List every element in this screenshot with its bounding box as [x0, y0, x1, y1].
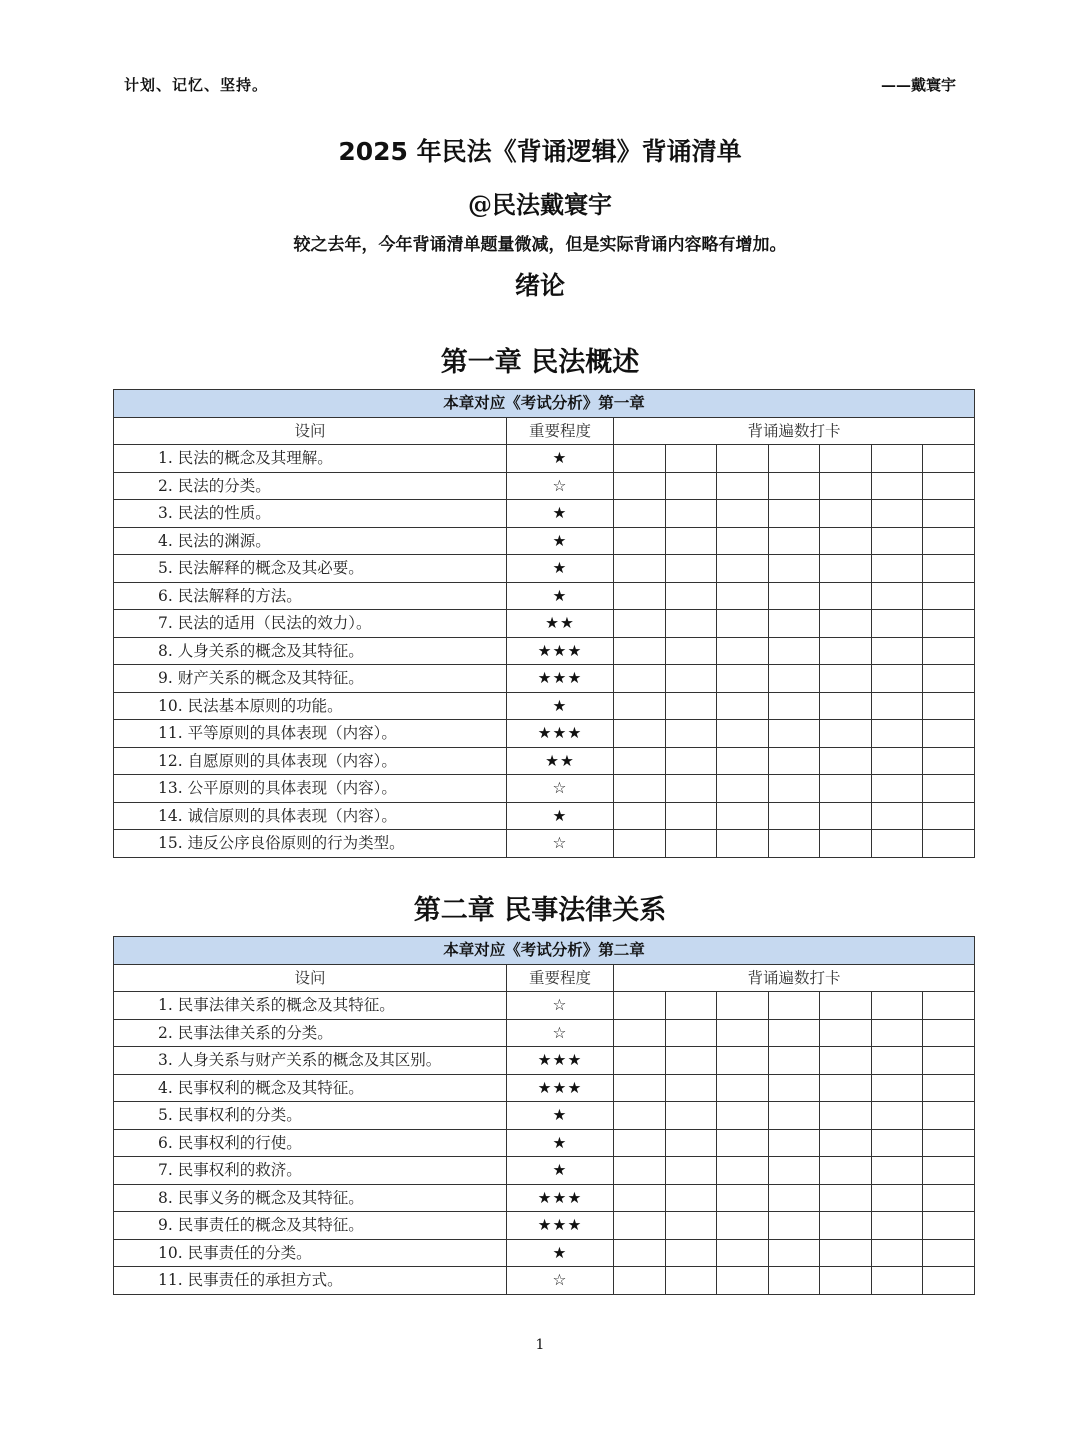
checkin-box[interactable]: [666, 610, 717, 638]
column-header-row: [114, 417, 975, 445]
importance-stars: ★: [507, 1157, 614, 1185]
checkin-box[interactable]: [769, 992, 820, 1020]
question-cell: 4. 民法的渊源。: [114, 527, 507, 555]
checkin-box[interactable]: [923, 1102, 975, 1130]
checkin-box[interactable]: [717, 445, 769, 473]
table-row: [114, 1239, 975, 1267]
checkin-box[interactable]: [820, 500, 872, 528]
importance-stars: ★: [507, 1239, 614, 1267]
checkin-box[interactable]: [666, 830, 717, 858]
checkin-box[interactable]: [614, 1212, 666, 1240]
checkin-box[interactable]: [923, 555, 975, 583]
checkin-box[interactable]: [769, 1267, 820, 1295]
checkin-box[interactable]: [769, 1212, 820, 1240]
checkin-box[interactable]: [614, 720, 666, 748]
checkin-box[interactable]: [717, 1157, 769, 1185]
document-title: 2025 年民法《背诵逻辑》背诵清单: [338, 137, 742, 166]
chapter-2-table: [113, 936, 975, 1295]
table-row: [114, 445, 975, 473]
importance-stars: ☆: [507, 1019, 614, 1047]
checkin-box[interactable]: [614, 500, 666, 528]
checkin-box[interactable]: [872, 775, 923, 803]
checkin-box[interactable]: [614, 1019, 666, 1047]
checkin-box[interactable]: [614, 665, 666, 693]
checkin-box[interactable]: [923, 1239, 975, 1267]
checkin-box[interactable]: [717, 582, 769, 610]
chapter-band-row: [114, 937, 975, 965]
table-row: [114, 1019, 975, 1047]
page-number: 1: [535, 1337, 545, 1353]
checkin-box[interactable]: [717, 692, 769, 720]
checkin-box[interactable]: [717, 1102, 769, 1130]
checkin-box[interactable]: [769, 692, 820, 720]
checkin-box[interactable]: [769, 802, 820, 830]
importance-stars: ★: [507, 1102, 614, 1130]
checkin-box[interactable]: [717, 1047, 769, 1075]
importance-stars: ★: [507, 527, 614, 555]
checkin-box[interactable]: [614, 747, 666, 775]
checkin-box[interactable]: [820, 582, 872, 610]
table-row: [114, 692, 975, 720]
importance-stars: ★: [507, 582, 614, 610]
table-row: [114, 1157, 975, 1185]
checkin-box[interactable]: [872, 1102, 923, 1130]
checkin-box[interactable]: [820, 802, 872, 830]
checkin-box[interactable]: [872, 1019, 923, 1047]
question-cell: 10. 民事责任的分类。: [114, 1239, 507, 1267]
checkin-box[interactable]: [717, 500, 769, 528]
checkin-box[interactable]: [666, 775, 717, 803]
checkin-box[interactable]: [923, 1019, 975, 1047]
checkin-box[interactable]: [820, 692, 872, 720]
table-row: [114, 610, 975, 638]
question-cell: 14. 诚信原则的具体表现（内容）。: [114, 802, 507, 830]
checkin-box[interactable]: [717, 610, 769, 638]
checkin-box[interactable]: [872, 445, 923, 473]
importance-stars: ★★★: [507, 1212, 614, 1240]
table-row: [114, 992, 975, 1020]
checkin-box[interactable]: [769, 1102, 820, 1130]
table-row: [114, 665, 975, 693]
checkin-box[interactable]: [923, 1129, 975, 1157]
checkin-box[interactable]: [717, 1184, 769, 1212]
checkin-box[interactable]: [923, 830, 975, 858]
column-header-importance: 重要程度: [507, 964, 614, 992]
checkin-box[interactable]: [769, 747, 820, 775]
checkin-box[interactable]: [614, 1267, 666, 1295]
checkin-box[interactable]: [717, 747, 769, 775]
question-cell: 4. 民事权利的概念及其特征。: [114, 1074, 507, 1102]
checkin-box[interactable]: [872, 830, 923, 858]
importance-stars: ★: [507, 555, 614, 583]
question-cell: 1. 民事法律关系的概念及其特征。: [114, 992, 507, 1020]
checkin-box[interactable]: [717, 1212, 769, 1240]
checkin-box[interactable]: [614, 582, 666, 610]
checkin-box[interactable]: [666, 582, 717, 610]
checkin-box[interactable]: [769, 445, 820, 473]
checkin-box[interactable]: [872, 1267, 923, 1295]
checkin-box[interactable]: [769, 1157, 820, 1185]
checkin-box[interactable]: [872, 747, 923, 775]
importance-stars: ★: [507, 500, 614, 528]
checkin-box[interactable]: [872, 992, 923, 1020]
table-row: [114, 1184, 975, 1212]
importance-stars: ★★: [507, 610, 614, 638]
checkin-box[interactable]: [614, 1102, 666, 1130]
table-row: [114, 500, 975, 528]
table-row: [114, 720, 975, 748]
checkin-box[interactable]: [923, 1157, 975, 1185]
question-cell: 15. 违反公序良俗原则的行为类型。: [114, 830, 507, 858]
checkin-box[interactable]: [923, 992, 975, 1020]
checkin-box[interactable]: [923, 500, 975, 528]
checkin-box[interactable]: [614, 992, 666, 1020]
checkin-box[interactable]: [666, 1074, 717, 1102]
checkin-box[interactable]: [717, 1074, 769, 1102]
column-header-checkin: 背诵遍数打卡: [614, 964, 975, 992]
checkin-box[interactable]: [820, 665, 872, 693]
checkin-box[interactable]: [923, 802, 975, 830]
checkin-box[interactable]: [666, 992, 717, 1020]
checkin-box[interactable]: [872, 665, 923, 693]
section-title: 绪论: [514, 271, 565, 300]
importance-stars: ★★★: [507, 665, 614, 693]
question-cell: 7. 民事权利的救济。: [114, 1157, 507, 1185]
checkin-box[interactable]: [820, 775, 872, 803]
checkin-box[interactable]: [923, 610, 975, 638]
checkin-box[interactable]: [820, 445, 872, 473]
checkin-box[interactable]: [614, 610, 666, 638]
importance-stars: ★★★: [507, 720, 614, 748]
checkin-box[interactable]: [717, 992, 769, 1020]
checkin-box[interactable]: [769, 1239, 820, 1267]
checkin-box[interactable]: [717, 830, 769, 858]
importance-stars: ★★: [507, 747, 614, 775]
checkin-box[interactable]: [717, 1129, 769, 1157]
checkin-box[interactable]: [666, 747, 717, 775]
checkin-box[interactable]: [614, 1047, 666, 1075]
checkin-box[interactable]: [666, 472, 717, 500]
checkin-box[interactable]: [769, 582, 820, 610]
checkin-box[interactable]: [614, 1184, 666, 1212]
importance-stars: ★: [507, 802, 614, 830]
question-cell: 11. 平等原则的具体表现（内容）。: [114, 720, 507, 748]
checkin-box[interactable]: [872, 500, 923, 528]
checkin-box[interactable]: [769, 472, 820, 500]
checkin-box[interactable]: [872, 527, 923, 555]
checkin-box[interactable]: [666, 445, 717, 473]
checkin-box[interactable]: [769, 1184, 820, 1212]
checkin-box[interactable]: [666, 692, 717, 720]
importance-stars: ☆: [507, 830, 614, 858]
question-cell: 10. 民法基本原则的功能。: [114, 692, 507, 720]
table-row: [114, 1102, 975, 1130]
checkin-box[interactable]: [923, 582, 975, 610]
table-row: [114, 555, 975, 583]
column-header-checkin: 背诵遍数打卡: [614, 417, 975, 445]
checkin-box[interactable]: [872, 1212, 923, 1240]
checkin-box[interactable]: [872, 1184, 923, 1212]
checkin-box[interactable]: [872, 610, 923, 638]
column-header-row: [114, 964, 975, 992]
checkin-box[interactable]: [717, 802, 769, 830]
checkin-box[interactable]: [614, 637, 666, 665]
chapter-2-title: 第二章 民事法律关系: [413, 895, 667, 926]
importance-stars: ★★★: [507, 1074, 614, 1102]
table-row: [114, 1212, 975, 1240]
importance-stars: ☆: [507, 1267, 614, 1295]
checkin-box[interactable]: [923, 1212, 975, 1240]
checkin-box[interactable]: [923, 527, 975, 555]
checkin-box[interactable]: [666, 1267, 717, 1295]
question-cell: 2. 民法的分类。: [114, 472, 507, 500]
checkin-box[interactable]: [769, 527, 820, 555]
checkin-box[interactable]: [717, 1019, 769, 1047]
checkin-box[interactable]: [614, 775, 666, 803]
checkin-box[interactable]: [614, 1129, 666, 1157]
checkin-box[interactable]: [666, 637, 717, 665]
checkin-box[interactable]: [666, 1019, 717, 1047]
checkin-box[interactable]: [666, 1212, 717, 1240]
chapter-reference-band: 本章对应《考试分析》第二章: [114, 937, 975, 965]
importance-stars: ★: [507, 692, 614, 720]
importance-stars: ☆: [507, 992, 614, 1020]
checkin-box[interactable]: [820, 472, 872, 500]
checkin-box[interactable]: [769, 610, 820, 638]
checkin-box[interactable]: [923, 1047, 975, 1075]
checkin-box[interactable]: [717, 720, 769, 748]
checkin-box[interactable]: [717, 1267, 769, 1295]
checkin-box[interactable]: [614, 802, 666, 830]
table-row: [114, 472, 975, 500]
table-row: [114, 775, 975, 803]
checkin-box[interactable]: [872, 802, 923, 830]
checkin-box[interactable]: [717, 472, 769, 500]
checkin-box[interactable]: [666, 1157, 717, 1185]
checkin-box[interactable]: [769, 555, 820, 583]
question-cell: 2. 民事法律关系的分类。: [114, 1019, 507, 1047]
checkin-box[interactable]: [614, 1239, 666, 1267]
checkin-box[interactable]: [820, 720, 872, 748]
importance-stars: ★★★: [507, 637, 614, 665]
importance-stars: ★: [507, 1129, 614, 1157]
chapter-1-title: 第一章 民法概述: [440, 347, 640, 378]
checkin-box[interactable]: [820, 1267, 872, 1295]
importance-stars: ★★★: [507, 1184, 614, 1212]
checkin-box[interactable]: [614, 472, 666, 500]
importance-stars: ☆: [507, 775, 614, 803]
checkin-box[interactable]: [666, 527, 717, 555]
checkin-box[interactable]: [666, 802, 717, 830]
checkin-box[interactable]: [923, 445, 975, 473]
importance-stars: ★: [507, 445, 614, 473]
checkin-box[interactable]: [820, 1129, 872, 1157]
checkin-box[interactable]: [820, 747, 872, 775]
checkin-box[interactable]: [820, 527, 872, 555]
column-header-question: 设问: [114, 964, 507, 992]
checkin-box[interactable]: [717, 665, 769, 693]
question-cell: 8. 民事义务的概念及其特征。: [114, 1184, 507, 1212]
checkin-box[interactable]: [614, 1157, 666, 1185]
checkin-box[interactable]: [820, 610, 872, 638]
checkin-box[interactable]: [769, 500, 820, 528]
checkin-box[interactable]: [717, 775, 769, 803]
importance-stars: ☆: [507, 472, 614, 500]
question-cell: 6. 民法解释的方法。: [114, 582, 507, 610]
column-header-importance: 重要程度: [507, 417, 614, 445]
checkin-box[interactable]: [872, 555, 923, 583]
checkin-box[interactable]: [666, 1129, 717, 1157]
table-row: [114, 527, 975, 555]
checkin-box[interactable]: [820, 1074, 872, 1102]
checkin-box[interactable]: [872, 582, 923, 610]
checkin-box[interactable]: [666, 720, 717, 748]
checkin-box[interactable]: [820, 1047, 872, 1075]
checkin-box[interactable]: [769, 1047, 820, 1075]
checkin-box[interactable]: [820, 1184, 872, 1212]
question-cell: 6. 民事权利的行使。: [114, 1129, 507, 1157]
checkin-box[interactable]: [872, 1157, 923, 1185]
checkin-box[interactable]: [872, 637, 923, 665]
checkin-box[interactable]: [872, 692, 923, 720]
checkin-box[interactable]: [923, 692, 975, 720]
checkin-box[interactable]: [872, 1074, 923, 1102]
question-cell: 7. 民法的适用（民法的效力）。: [114, 610, 507, 638]
checkin-box[interactable]: [923, 637, 975, 665]
question-cell: 9. 民事责任的概念及其特征。: [114, 1212, 507, 1240]
checkin-box[interactable]: [769, 637, 820, 665]
question-cell: 12. 自愿原则的具体表现（内容）。: [114, 747, 507, 775]
checkin-box[interactable]: [923, 747, 975, 775]
checkin-box[interactable]: [769, 1129, 820, 1157]
header-author: ——戴寰宇: [880, 76, 956, 94]
checkin-box[interactable]: [923, 1074, 975, 1102]
question-cell: 8. 人身关系的概念及其特征。: [114, 637, 507, 665]
checkin-box[interactable]: [666, 1239, 717, 1267]
checkin-box[interactable]: [614, 830, 666, 858]
table-row: [114, 1074, 975, 1102]
question-cell: 5. 民法解释的概念及其必要。: [114, 555, 507, 583]
table-row: [114, 637, 975, 665]
table-row: [114, 582, 975, 610]
checkin-box[interactable]: [872, 1129, 923, 1157]
table-row: [114, 1267, 975, 1295]
header-motto: 计划、记忆、坚持。: [124, 76, 269, 94]
column-header-question: 设问: [114, 417, 507, 445]
checkin-box[interactable]: [717, 637, 769, 665]
checkin-box[interactable]: [614, 527, 666, 555]
question-cell: 3. 人身关系与财产关系的概念及其区别。: [114, 1047, 507, 1075]
checkin-box[interactable]: [820, 1102, 872, 1130]
checkin-box[interactable]: [872, 1239, 923, 1267]
question-cell: 5. 民事权利的分类。: [114, 1102, 507, 1130]
checkin-box[interactable]: [614, 1074, 666, 1102]
checkin-box[interactable]: [872, 1047, 923, 1075]
checkin-box[interactable]: [666, 1102, 717, 1130]
checkin-box[interactable]: [820, 1019, 872, 1047]
intro-note: 较之去年，今年背诵清单题量微减，但是实际背诵内容略有增加。: [293, 235, 787, 255]
checkin-box[interactable]: [820, 830, 872, 858]
question-cell: 1. 民法的概念及其理解。: [114, 445, 507, 473]
chapter-reference-band: 本章对应《考试分析》第一章: [114, 390, 975, 418]
checkin-box[interactable]: [717, 1239, 769, 1267]
checkin-box[interactable]: [872, 472, 923, 500]
checkin-box[interactable]: [666, 1047, 717, 1075]
author-handle: @民法戴寰宇: [468, 190, 612, 219]
checkin-box[interactable]: [717, 555, 769, 583]
checkin-box[interactable]: [820, 1157, 872, 1185]
question-cell: 9. 财产关系的概念及其特征。: [114, 665, 507, 693]
table-row: [114, 747, 975, 775]
checkin-box[interactable]: [923, 1267, 975, 1295]
checkin-box[interactable]: [872, 720, 923, 748]
table-row: [114, 802, 975, 830]
checkin-box[interactable]: [769, 775, 820, 803]
checkin-box[interactable]: [923, 665, 975, 693]
table-row: [114, 1047, 975, 1075]
checkin-box[interactable]: [769, 830, 820, 858]
checkin-box[interactable]: [820, 992, 872, 1020]
checkin-box[interactable]: [666, 500, 717, 528]
checkin-box[interactable]: [923, 720, 975, 748]
checkin-box[interactable]: [769, 1019, 820, 1047]
checkin-box[interactable]: [666, 1184, 717, 1212]
table-row: [114, 1129, 975, 1157]
question-cell: 11. 民事责任的承担方式。: [114, 1267, 507, 1295]
question-cell: 3. 民法的性质。: [114, 500, 507, 528]
checkin-box[interactable]: [923, 775, 975, 803]
checkin-box[interactable]: [923, 1184, 975, 1212]
checkin-box[interactable]: [820, 555, 872, 583]
checkin-box[interactable]: [769, 665, 820, 693]
checkin-box[interactable]: [666, 665, 717, 693]
checkin-box[interactable]: [769, 720, 820, 748]
checkin-box[interactable]: [820, 1212, 872, 1240]
checkin-box[interactable]: [614, 555, 666, 583]
checkin-box[interactable]: [820, 1239, 872, 1267]
checkin-box[interactable]: [666, 555, 717, 583]
checkin-box[interactable]: [717, 527, 769, 555]
question-cell: 13. 公平原则的具体表现（内容）。: [114, 775, 507, 803]
table-row: [114, 830, 975, 858]
checkin-box[interactable]: [820, 637, 872, 665]
checkin-box[interactable]: [614, 692, 666, 720]
importance-stars: ★★★: [507, 1047, 614, 1075]
checkin-box[interactable]: [769, 1074, 820, 1102]
checkin-box[interactable]: [923, 472, 975, 500]
checkin-box[interactable]: [614, 445, 666, 473]
chapter-band-row: [114, 390, 975, 418]
chapter-1-table: [113, 389, 975, 858]
